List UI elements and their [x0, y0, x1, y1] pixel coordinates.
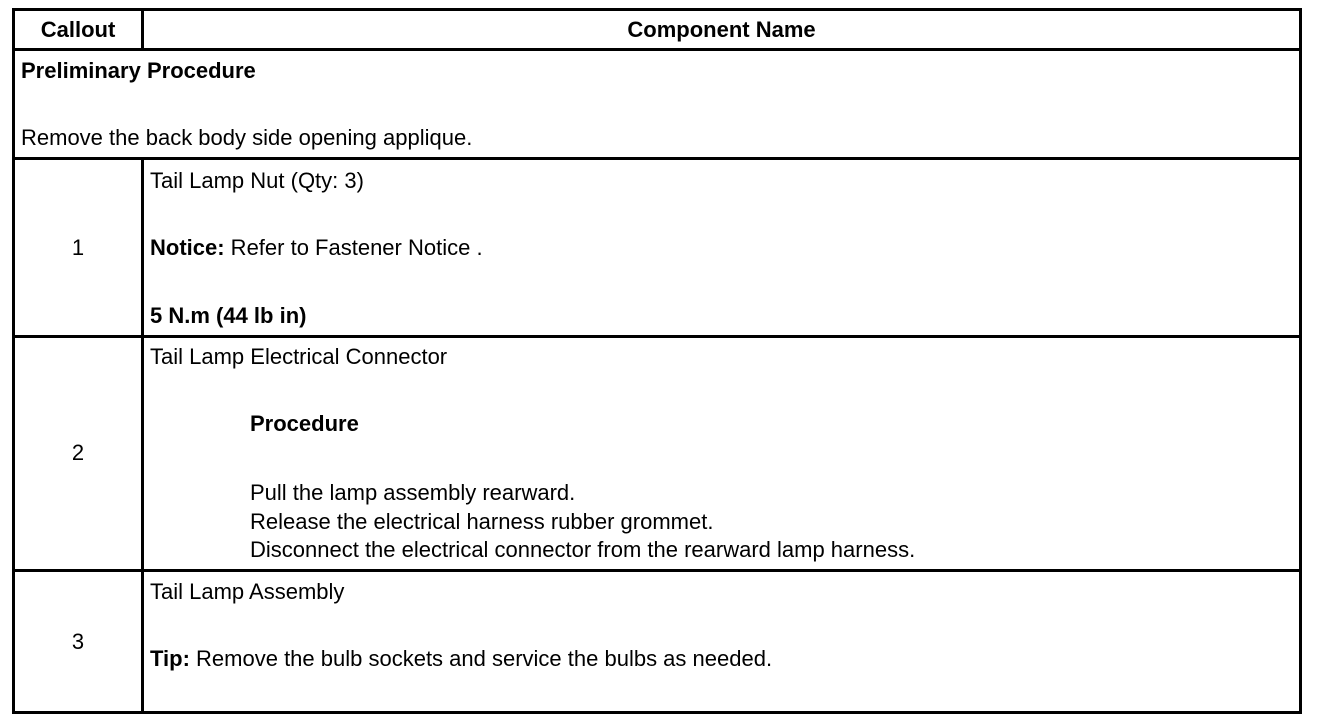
procedure-step: Pull the lamp assembly rearward.: [250, 480, 576, 505]
notice-label: Notice:: [150, 235, 225, 260]
table-border-right: [1299, 8, 1302, 714]
notice-line: [150, 235, 483, 261]
tip-line: [150, 646, 772, 672]
table-divider: [12, 335, 1302, 338]
component-name: Tail Lamp Electrical Connector: [150, 344, 448, 369]
table-border-bottom: [12, 711, 1302, 714]
preliminary-heading: Preliminary Procedure: [21, 58, 256, 83]
procedure-step: Disconnect the electrical connector from the rearward lamp harness.: [250, 537, 916, 562]
header-callout: Callout: [40, 17, 116, 42]
component-name: Tail Lamp Assembly: [150, 579, 345, 604]
column-divider: [141, 158, 144, 714]
table-divider: [12, 48, 1302, 51]
notice-text: Refer to Fastener Notice .: [224, 235, 483, 260]
table-border-left: [12, 8, 15, 714]
header-component-name: Component Name: [627, 17, 816, 42]
row-callout: 3: [71, 629, 85, 654]
table-divider: [12, 157, 1302, 160]
table-border-top: [12, 8, 1302, 11]
row-callout: 1: [71, 235, 85, 260]
table-divider: [12, 569, 1302, 572]
tip-text: Remove the bulb sockets and service the bulbs as needed.: [189, 646, 773, 671]
procedure-heading: Procedure: [250, 411, 359, 436]
procedure-table: [12, 8, 1302, 714]
row-callout: 2: [71, 440, 85, 465]
component-name: Tail Lamp Nut (Qty: 3): [150, 168, 364, 193]
torque-value: 5 N.m (44 lb in): [150, 303, 307, 328]
tip-label: Tip:: [150, 646, 190, 671]
preliminary-text: Remove the back body side opening applique.: [21, 125, 473, 150]
procedure-step: Release the electrical harness rubber grommet.: [250, 509, 714, 534]
